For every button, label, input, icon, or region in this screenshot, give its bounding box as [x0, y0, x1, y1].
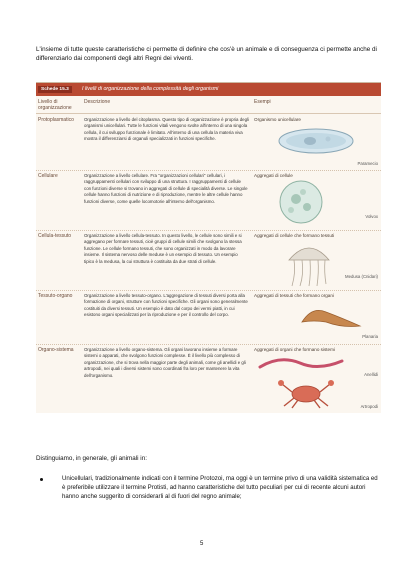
row-caption: Medusa (Cnidari)	[345, 274, 378, 279]
row-caption: Paramecio	[357, 161, 378, 166]
bullet-paragraph: Unicellulari, tradizionalmente indicati con il termine Protozoi, ma oggi è un termine privo di una validità sistematica ed è preferibile utilizzare il termine Protisti, ad hanno caratteristiche del tutto peculiari per cui di recente alcuni autori hanno anche suggerito di considerarli al di fuori del regno animale;	[62, 475, 378, 501]
row-level: Tessuto-organo	[38, 293, 73, 299]
page-number: 5	[200, 541, 204, 547]
row-desc: Organizzazione a livello del citoplasma. Questo tipo di organizzazione è propria degli organismi unicellulari. Tutte le funzioni vitali vengono svolte all'interno di una singola cellula, il cui sviluppo funzionale è limitato. All'interno di una cellula la materia viva mostra il differenziarsi di organuli specializzati in funzioni specifiche.	[84, 117, 249, 142]
row-caption: Anellidi	[364, 372, 378, 377]
bullet-icon	[40, 478, 43, 481]
planaria-illustration	[298, 300, 364, 336]
row-level: Protoplasmatico	[38, 117, 74, 123]
col-level: Livello di organizzazione	[38, 99, 72, 111]
row-desc: Organizzazione a livello organo-sistema. Gli organi lavorano insieme a formare sistemi o apparati, che svolgono funzioni complesse. È il livello più complesso di organizzazione, che si trova nella maggior parte degli animali, come gli anellidi e gli artropodi, nei quali i diversi sistemi sono coordinati fra loro per mantenere la vita dell'organismo.	[84, 347, 246, 378]
row-caption: Volvox	[365, 214, 378, 219]
crab-illustration	[276, 378, 336, 410]
section-lead: Distinguiamo, in generale, gli animali in:	[36, 455, 147, 462]
jellyfish-illustration	[284, 242, 334, 288]
row-example: Aggregati di cellule che formano tessuti	[254, 233, 335, 238]
row-example: Organismo unicellulare	[254, 117, 301, 122]
intro-paragraph: L'insieme di tutte queste caratteristiche ci permette di definire che cos'è un animale e di conseguenza ci permette anche di differenziarlo dai componenti degli altri Regni dei viventi.	[36, 46, 377, 62]
row-example: Aggregati di organi che formano sistemi	[254, 347, 335, 352]
row-desc: Organizzazione a livello cellulare. Fra "organizzazioni cellulari" cellulari, i raggruppamenti cellulari con sviluppo di una struttura. I raggruppamenti di cellule con funzioni diverse si trovano in aggregati di cellule di specialità diverse. Le singole cellule hanno funzioni di nutrizione e di riproduzione, mentre le altre cellule hanno funzioni diverse, come quelle locomotorie all'interno dell'organismo.	[84, 173, 248, 204]
table-box	[36, 82, 381, 413]
row-example: Aggregati di cellule	[254, 173, 293, 178]
table-row	[36, 114, 381, 171]
worm-illustration	[256, 353, 346, 375]
table-tag: Schede 15.3	[38, 86, 72, 93]
col-ex: Esempi	[254, 99, 271, 105]
table-title: I livelli di organizzazione della complessità degli organismi	[82, 86, 219, 92]
paramecium-illustration	[276, 124, 356, 158]
table-row	[36, 170, 381, 231]
column-headers	[36, 96, 381, 114]
table-row	[36, 290, 381, 345]
table-row	[36, 344, 381, 412]
row-example: Aggregati di tessuti che formano organi	[254, 293, 334, 298]
row-level: Cellula-tessuto	[38, 233, 72, 239]
row-level: Cellulare	[38, 173, 58, 179]
table-row	[36, 230, 381, 291]
volvox-illustration	[276, 179, 326, 225]
row-level: Organo-sistema	[38, 347, 74, 353]
row-desc: Organizzazione a livello tessuto-organo. L'aggregazione di tessuti diversi porta alla formazione di organi, strutture con funzioni specifiche. Gli organi sono generalmente costituiti da diversi tessuti. Un esempio è dato dal corpo dei vermi piatti, in cui esistono organi specializzati per la riproduzione e per il controllo del corpo.	[84, 293, 248, 318]
table-header-bar	[36, 83, 381, 96]
row-caption: Planaria	[362, 334, 378, 339]
row-desc: Organizzazione a livello cellula-tessuto. In questo livello, le cellule sono simili e si aggregano per formare tessuti, cioè gruppi di cellule simili che svolgono la stessa funzione. Le cellule formano tessuti, che sono organizzati in modo da lavorare insieme. Il sistema nervoso delle meduse è un esempio di tessuto. Un esempio tipico è la medusa, la cui struttura è costituita da due strati di cellule.	[84, 233, 242, 264]
col-desc: Descrizione	[84, 99, 111, 105]
row-caption-2: Artropodi	[360, 404, 378, 409]
